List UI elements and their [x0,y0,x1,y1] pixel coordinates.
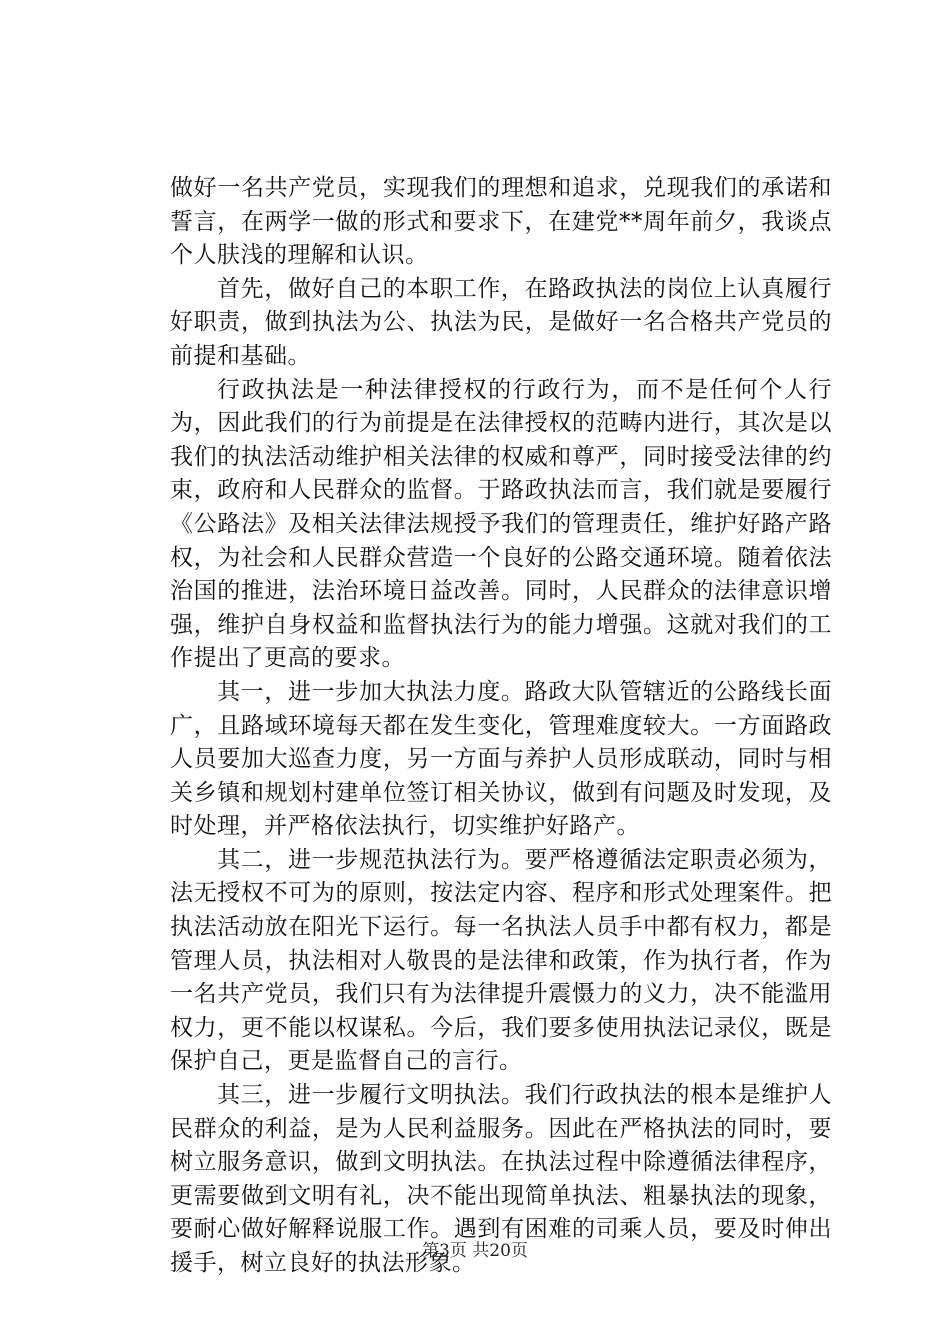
paragraph-2: 首先，做好自己的本职工作，在路政执法的岗位上认真履行好职责，做到执法为公、执法为民，是做好一名合格共产党员的前提和基础。 [170,275,832,369]
document-body [170,172,832,1281]
paragraph-3: 行政执法是一种法律授权的行政行为，而不是任何个人行为，因此我们的行为前提是在法律授权的范畴内进行，其次是以我们的执法活动维护相关法律的权威和尊严，同时接受法律的约束，政府和人民群众的监督。于路政执法而言，我们就是要履行《公路法》及相关法律法规授予我们的管理责任，维护好路产路权，为社会和人民群众营造一个良好的公路交通环境。随着依法治国的推进，法治环境日益改善。同时，人民群众的法律意识增强，维护自身权益和监督执法行为的能力增强。这就对我们的工作提出了更高的要求。 [170,376,832,672]
paragraph-4: 其一，进一步加大执法力度。路政大队管辖近的公路线长面广，且路域环境每天都在发生变化，管理难度较大。一方面路政人员要加大巡查力度，另一方面与养护人员形成联动，同时与相关乡镇和规划村建单位签订相关协议，做到有问题及时发现，及时处理，并严格依法执行，切实维护好路产。 [170,678,832,840]
paragraph-5: 其二，进一步规范执法行为。要严格遵循法定职责必须为，法无授权不可为的原则，按法定内容、程序和形式处理案件。把执法活动放在阳光下运行。每一名执法人员手中都有权力，都是管理人员，执法相对人敬畏的是法律和政策，作为执行者，作为一名共产党员，我们只有为法律提升震慑力的义力，决不能滥用权力，更不能以权谋私。今后，我们要多使用执法记录仪，既是保护自己，更是监督自己的言行。 [170,846,832,1075]
page-number-footer: 第3页 共20页 [422,1241,528,1261]
paragraph-6: 其三，进一步履行文明执法。我们行政执法的根本是维护人民群众的利益，是为人民利益服务。因此在严格执法的同时，要树立服务意识，做到文明执法。在执法过程中除遵循法律程序，更需要做到文明有礼，决不能出现简单执法、粗暴执法的现象，要耐心做好解释说服工作。遇到有困难的司乘人员，要及时伸出援手，树立良好的执法形象。 [170,1082,832,1276]
paragraph-1: 做好一名共产党员，实现我们的理想和追求，兑现我们的承诺和誓言，在两学一做的形式和要求下，在建党**周年前夕，我谈点个人肤浅的理解和认识。 [170,175,832,269]
